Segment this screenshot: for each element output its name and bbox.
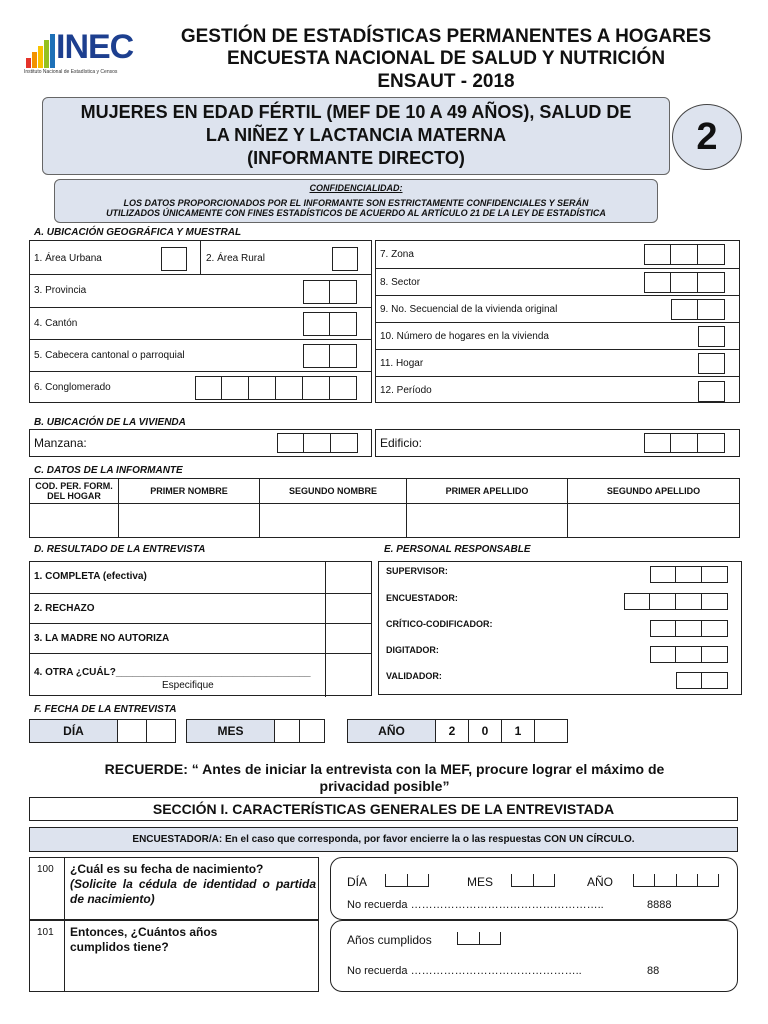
fecha-dia-label: DÍA [29, 719, 118, 743]
confidentiality-box [54, 179, 658, 223]
col-primer-apellido: PRIMER APELLIDO [407, 479, 568, 503]
input-validador[interactable] [676, 672, 728, 689]
resultado-box [29, 561, 372, 696]
divider [64, 921, 65, 991]
input-q100-dia[interactable] [385, 873, 429, 887]
header-line-1: GESTIÓN DE ESTADÍSTICAS PERMANENTES A HOGARES [180, 26, 712, 47]
input-segundo-nombre[interactable] [260, 504, 407, 537]
row-completa [30, 562, 371, 593]
input-secuencial[interactable] [671, 299, 725, 320]
q100-answer [330, 857, 738, 920]
section-a-left [29, 240, 372, 403]
section-a-right [375, 240, 740, 403]
input-no-autoriza[interactable] [325, 624, 371, 654]
fecha-mes-label: MES [186, 719, 275, 743]
personal-box [378, 561, 742, 695]
input-fecha-mes-2[interactable] [300, 719, 325, 743]
input-segundo-apellido[interactable] [568, 504, 739, 537]
input-canton[interactable] [303, 312, 357, 336]
section-d-title: D. RESULTADO DE LA ENTREVISTA [34, 544, 206, 555]
q101-question-text: Entonces, ¿Cuántos años cumplidos tiene? [70, 925, 218, 954]
label-digitador: DIGITADOR: [386, 645, 439, 655]
label-conglomerado: 6. Conglomerado [34, 382, 111, 393]
label-periodo: 12. Período [380, 385, 432, 396]
divider [64, 858, 65, 919]
label-secuencial: 9. No. Secuencial de la vivienda original [380, 304, 558, 315]
input-manzana[interactable] [277, 433, 358, 453]
label-encuestador: ENCUESTADOR: [386, 593, 458, 603]
inec-logo [24, 30, 154, 78]
form-number-badge [672, 104, 742, 170]
reminder-line-2: privacidad posible” [319, 778, 450, 794]
edificio-box [375, 429, 740, 457]
encuestador-instruction: ENCUESTADOR/A: En el caso que corresponda, por favor encierre la o las respuestas CON UN CÍRCULO. [29, 827, 738, 852]
col-primer-nombre: PRIMER NOMBRE [119, 479, 260, 503]
label-supervisor: SUPERVISOR: [386, 566, 448, 576]
confidentiality-text-1: LOS DATOS PROPORCIONADOS POR EL INFORMANTE SON ESTRICTAMENTE CONFIDENCIALES Y SERÁN [123, 198, 589, 208]
row-provincia [30, 274, 371, 307]
row-zona [376, 241, 739, 268]
q100-dia-label: DÍA [347, 875, 368, 889]
col-segundo-apellido: SEGUNDO APELLIDO [606, 486, 701, 496]
q101-number: 101 [37, 927, 54, 938]
label-validador: VALIDADOR: [386, 671, 442, 681]
row-no-autoriza [30, 623, 371, 653]
input-provincia[interactable] [303, 280, 357, 304]
input-fecha-mes-1[interactable] [275, 719, 300, 743]
informante-table [29, 478, 740, 538]
confidentiality-text-2: UTILIZADOS ÚNICAMENTE CON FINES ESTADÍSTICOS DE ACUERDO AL ARTÍCULO 21 DE LA LEY DE ESTADÍSTICA [106, 208, 606, 218]
fecha-anio-digit-3: 1 [502, 719, 535, 743]
opt-no-autoriza: 3. LA MADRE NO AUTORIZA [34, 633, 170, 644]
input-q100-mes[interactable] [511, 873, 555, 887]
row-hogar [376, 349, 739, 376]
q100-note: (Solicite la cédula de identidad o partida de nacimiento) [70, 877, 316, 906]
section-f-title: F. FECHA DE LA ENTREVISTA [34, 704, 177, 715]
label-area-urbana: 1. Área Urbana [34, 253, 102, 264]
input-fecha-dia-2[interactable] [147, 719, 176, 743]
fecha-anio-label: AÑO [347, 719, 436, 743]
form-number: 2 [696, 115, 718, 158]
label-manzana: Manzana: [34, 436, 87, 450]
row-cabecera [30, 339, 371, 371]
input-fecha-dia-1[interactable] [118, 719, 147, 743]
row-canton [30, 307, 371, 339]
section-c-title: C. DATOS DE LA INFORMANTE [34, 465, 183, 476]
label-zona: 7. Zona [380, 249, 414, 260]
input-sector[interactable] [644, 272, 725, 293]
q100-question-text: ¿Cuál es su fecha de nacimiento? [70, 862, 264, 876]
input-fecha-anio-4[interactable] [535, 719, 568, 743]
section-1-title: SECCIÓN I. CARACTERÍSTICAS GENERALES DE LA ENTREVISTADA [29, 797, 738, 821]
form-title-box [42, 97, 670, 175]
input-num-hogares[interactable] [698, 326, 725, 347]
col-cod-line-2: DEL HOGAR [47, 491, 101, 501]
q100-anio-label: AÑO [587, 875, 614, 889]
row-area [30, 241, 371, 274]
fecha-anio-digit-1: 2 [436, 719, 469, 743]
q100-code[interactable]: 8888 [647, 899, 672, 911]
form-title-2: LA NIÑEZ Y LACTANCIA MATERNA [205, 125, 507, 145]
q100-question [29, 857, 319, 920]
input-otra[interactable] [325, 654, 371, 697]
opt-otra[interactable]: 4. OTRA ¿CUÁL?___________________________________ [34, 667, 311, 678]
input-area-rural[interactable] [332, 247, 358, 271]
input-rechazo[interactable] [325, 594, 371, 624]
label-edificio: Edificio: [380, 436, 423, 450]
row-num-hogares [376, 322, 739, 349]
input-encuestador[interactable] [624, 593, 728, 610]
label-provincia: 3. Provincia [34, 285, 87, 296]
row-rechazo [30, 593, 371, 623]
logo-subtitle: Instituto Nacional de Estadística y Censos [24, 69, 118, 75]
form-title-1: MUJERES EN EDAD FÉRTIL (MEF DE 10 A 49 AÑOS), SALUD DE [80, 102, 632, 122]
input-conglomerado[interactable] [195, 376, 357, 400]
row-otra [30, 653, 371, 696]
input-hogar[interactable] [698, 353, 725, 374]
fecha-dia [29, 719, 176, 743]
q100-number: 100 [37, 864, 54, 875]
input-cabecera[interactable] [303, 344, 357, 368]
label-area-rural: 2. Área Rural [206, 253, 265, 264]
opt-completa: 1. COMPLETA (efectiva) [34, 571, 147, 582]
input-primer-nombre[interactable] [119, 504, 260, 537]
header-line-3: ENSAUT - 2018 [377, 71, 515, 92]
input-edificio[interactable] [644, 433, 725, 453]
manzana-box [29, 429, 372, 457]
input-q100-anio[interactable] [633, 873, 719, 887]
especifique-label: Especifique [162, 680, 214, 691]
input-completa[interactable] [325, 562, 371, 593]
fecha-mes [186, 719, 325, 743]
confidentiality-title: CONFIDENCIALIDAD: [309, 183, 403, 193]
q101-no-recuerda: No recuerda ……………………………………….. [347, 965, 582, 977]
informante-table-row [30, 504, 739, 537]
q100-mes-label: MES [467, 875, 494, 889]
input-critico[interactable] [650, 620, 728, 637]
input-primer-apellido[interactable] [407, 504, 568, 537]
informante-table-header [30, 479, 739, 504]
input-q101-anios[interactable] [457, 931, 501, 945]
input-periodo[interactable] [698, 381, 725, 402]
q100-no-recuerda: No recuerda …………………………………………….. [347, 899, 604, 911]
reminder-line-1: RECUERDE: “ Antes de iniciar la entrevista con la MEF, procure lograr el máximo de [104, 761, 665, 777]
section-e-title: E. PERSONAL RESPONSABLE [384, 544, 531, 555]
q101-anios-label: Años cumplidos [347, 933, 432, 947]
input-zona[interactable] [644, 244, 725, 265]
input-supervisor[interactable] [650, 566, 728, 583]
input-area-urbana[interactable] [161, 247, 187, 271]
q101-answer [330, 920, 738, 992]
label-cabecera: 5. Cabecera cantonal o parroquial [34, 350, 185, 361]
col-cod [30, 479, 119, 503]
label-canton: 4. Cantón [34, 318, 78, 329]
divider [200, 241, 201, 274]
fecha-anio-digit-2: 0 [469, 719, 502, 743]
label-sector: 8. Sector [380, 277, 421, 288]
q101-code[interactable]: 88 [647, 965, 660, 977]
label-critico: CRÍTICO-CODIFICADOR: [386, 619, 493, 629]
row-conglomerado [30, 371, 371, 403]
input-cod[interactable] [30, 504, 119, 537]
col-cod-line-1: COD. PER. FORM. [35, 481, 113, 491]
row-periodo [376, 376, 739, 403]
form-title-3: (INFORMANTE DIRECTO) [247, 148, 465, 168]
label-hogar: 11. Hogar [380, 358, 424, 369]
col-segundo-nombre: SEGUNDO NOMBRE [260, 479, 407, 503]
row-secuencial [376, 295, 739, 322]
q101-question [29, 920, 319, 992]
section-b-title: B. UBICACIÓN DE LA VIVIENDA [34, 417, 186, 428]
opt-rechazo: 2. RECHAZO [34, 603, 95, 614]
row-sector [376, 268, 739, 295]
logo-text: INEC [56, 28, 134, 66]
input-digitador[interactable] [650, 646, 728, 663]
section-a-title: A. UBICACIÓN GEOGRÁFICA Y MUESTRAL [34, 227, 242, 238]
fecha-anio [347, 719, 568, 743]
label-num-hogares: 10. Número de hogares en la vivienda [380, 331, 549, 342]
header-line-2: ENCUESTA NACIONAL DE SALUD Y NUTRICIÓN [226, 48, 666, 69]
